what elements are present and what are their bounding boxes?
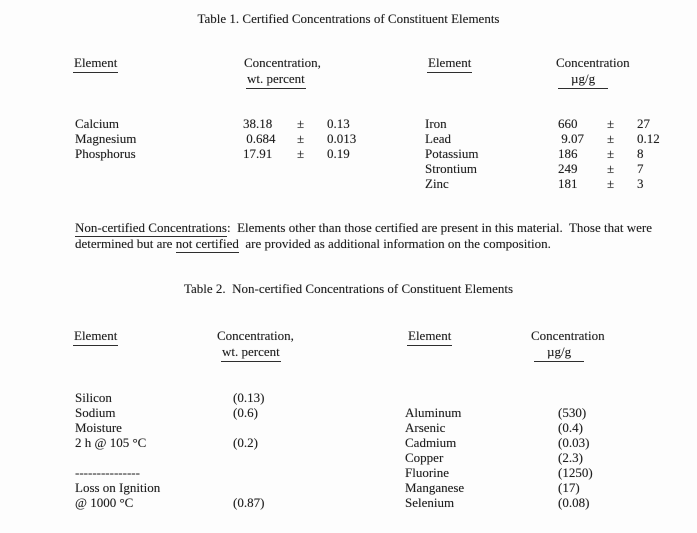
element-cell: Arsenic — [405, 420, 446, 435]
uncertainty-cell: 7 — [637, 161, 644, 176]
table-row — [405, 420, 593, 435]
table2-left-rows — [75, 390, 264, 510]
divider-dashes: --------------- — [75, 465, 140, 480]
element-cell: Lead — [425, 131, 451, 146]
value-cell: 249 — [558, 161, 578, 176]
table2-right-concentration-header-line2 — [534, 344, 584, 362]
value-cell: (530) — [558, 405, 587, 420]
element-cell: Silicon — [75, 390, 112, 405]
value-cell: (0.4) — [558, 420, 583, 435]
element-cell: Phosphorus — [75, 146, 136, 161]
value-cell: 9.07 — [558, 131, 584, 146]
table-row — [405, 405, 593, 420]
element-cell: Calcium — [75, 116, 120, 131]
plusminus-cell: ± — [607, 146, 615, 161]
table2-left-element-header-text: Element — [73, 328, 118, 346]
table2-ugg-text: µg/g — [534, 344, 584, 362]
element-cell: Manganese — [405, 480, 465, 495]
table2-right-element-header-text: Element — [407, 328, 452, 346]
value-cell: 186 — [558, 146, 578, 161]
value-cell: (0.87) — [233, 495, 265, 510]
note-line2-pre: determined but are — [75, 236, 176, 251]
table-row — [75, 435, 264, 450]
table2-right-concentration-header-line1: Concentration — [531, 328, 605, 343]
element-cell: Selenium — [405, 495, 455, 510]
table-row — [75, 495, 264, 510]
table-row — [75, 390, 264, 405]
table2-left-concentration-header-line2 — [221, 344, 281, 362]
element-cell: @ 1000 °C — [75, 495, 134, 510]
value-cell: (17) — [558, 480, 580, 495]
plusminus-cell: ± — [607, 161, 615, 176]
element-cell: Moisture — [75, 420, 122, 435]
table1-right-concentration-header-line2 — [558, 71, 608, 89]
element-cell: Strontium — [425, 161, 478, 176]
table2-wt-percent-text: wt. percent — [221, 344, 281, 362]
element-cell: Aluminum — [405, 405, 462, 420]
value-cell: (0.08) — [558, 495, 590, 510]
uncertainty-cell: 0.013 — [327, 131, 357, 146]
table-row — [75, 131, 356, 146]
value-cell: 38.18 — [243, 116, 273, 131]
uncertainty-cell: 8 — [637, 146, 644, 161]
table-row — [75, 146, 356, 161]
plusminus-cell: ± — [297, 131, 305, 146]
value-cell: 17.91 — [243, 146, 273, 161]
table1-left-rows — [75, 116, 356, 161]
table-row — [75, 450, 264, 465]
plusminus-cell: ± — [607, 116, 615, 131]
element-cell: Loss on Ignition — [75, 480, 161, 495]
note-heading-underlined: Non-certified Concentrations — [75, 220, 227, 235]
table-row — [425, 161, 660, 176]
value-cell: 181 — [558, 176, 578, 191]
value-cell: (0.6) — [233, 405, 258, 420]
uncertainty-cell: 27 — [637, 116, 650, 131]
element-cell — [75, 450, 233, 465]
element-cell: Cadmium — [405, 435, 457, 450]
table-row — [405, 450, 593, 465]
table-row — [75, 405, 264, 420]
table-row — [405, 480, 593, 495]
note-line2-text: are provided as additional information on the composition. — [238, 236, 551, 251]
table-row — [425, 131, 660, 146]
table-row — [425, 176, 660, 191]
note-not-certified-underlined: not certified — [175, 236, 239, 251]
table-row — [75, 480, 264, 495]
uncertainty-cell: 0.12 — [637, 131, 660, 146]
uncertainty-cell: 0.13 — [327, 116, 350, 131]
uncertainty-cell: 3 — [637, 176, 644, 191]
plusminus-cell: ± — [297, 146, 305, 161]
element-cell: Zinc — [425, 176, 449, 191]
table-row — [425, 146, 660, 161]
element-cell: Potassium — [425, 146, 479, 161]
value-cell: (1250) — [558, 465, 593, 480]
value-cell: (0.2) — [233, 435, 258, 450]
note-line-1 — [75, 220, 652, 236]
plusminus-cell: ± — [607, 176, 615, 191]
table1-right-element-header-text: Element — [427, 55, 472, 73]
value-cell: (2.3) — [558, 450, 583, 465]
table-row — [405, 435, 593, 450]
table1-left-concentration-header-line1: Concentration, — [244, 55, 321, 70]
table2-right-element-header — [407, 328, 452, 346]
element-cell: Copper — [405, 450, 444, 465]
value-cell: (0.13) — [233, 390, 265, 405]
table2-left-element-header — [73, 328, 118, 346]
table1-right-concentration-header-line1: Concentration — [556, 55, 630, 70]
element-cell: Magnesium — [75, 131, 137, 146]
table1-right-element-header — [427, 55, 472, 73]
value-cell: 0.684 — [243, 131, 276, 146]
table1-right-rows — [425, 116, 660, 191]
element-cell: Sodium — [75, 405, 116, 420]
table-row — [405, 495, 593, 510]
table1-left-element-header-text: Element — [73, 55, 118, 73]
table1-left-concentration-header-line2 — [246, 71, 306, 89]
value-cell: (0.03) — [558, 435, 590, 450]
note-line-2 — [75, 236, 551, 252]
note-line1-text: : Elements other than those certified are present in this material. Those that were — [226, 220, 652, 235]
table1-ugg-text: µg/g — [558, 71, 608, 89]
table1-left-element-header — [73, 55, 118, 73]
element-cell: Fluorine — [405, 465, 450, 480]
table-row — [405, 465, 593, 480]
table1-title: Table 1. Certified Concentrations of Constituent Elements — [197, 11, 500, 26]
plusminus-cell: ± — [297, 116, 305, 131]
table1-wt-percent-text: wt. percent — [246, 71, 306, 89]
plusminus-cell: ± — [607, 131, 615, 146]
table-row — [75, 116, 356, 131]
element-cell: Iron — [425, 116, 447, 131]
element-cell: 2 h @ 105 °C — [75, 435, 147, 450]
table2-right-rows — [405, 405, 593, 510]
value-cell: 660 — [558, 116, 578, 131]
table2-title: Table 2. Non-certified Concentrations of Constituent Elements — [183, 281, 514, 296]
table-row — [425, 116, 660, 131]
uncertainty-cell: 0.19 — [327, 146, 350, 161]
table-row — [75, 420, 264, 435]
table2-left-concentration-header-line1: Concentration, — [217, 328, 294, 343]
divider-row — [75, 465, 264, 480]
